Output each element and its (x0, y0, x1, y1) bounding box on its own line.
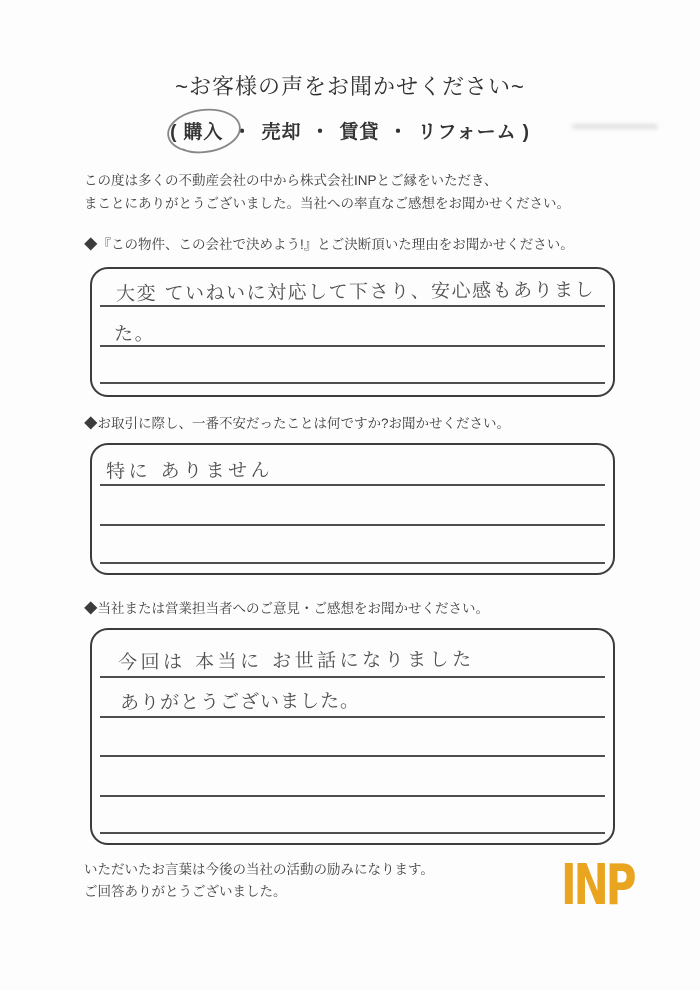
answer-box-3 (90, 628, 615, 845)
ruled-line (100, 795, 605, 797)
intro-line-1: この度は多くの不動産会社の中から株式会社INPとご縁をいただき、 (84, 173, 498, 188)
question-2-label: ◆お取引に際し、一番不安だったことは何ですか?お聞かせください。 (84, 416, 511, 431)
ruled-line (100, 562, 605, 564)
question-1-label: ◆『この物件、この会社で決めよう!』とご決断頂いた理由をお聞かせください。 (84, 237, 574, 252)
category-option-label: 売却 (261, 122, 302, 143)
category-option-purchase (183, 117, 223, 144)
answer-box-2 (90, 443, 615, 575)
footer-line-2: ご回答ありがとうございました。 (84, 884, 287, 899)
category-separator: ・ (232, 122, 253, 143)
category-line (0, 117, 700, 144)
ruled-line (100, 676, 605, 678)
category-option-label: 賃貸 (339, 122, 380, 143)
ruled-line (100, 524, 605, 526)
open-paren: ( (170, 122, 178, 143)
category-option-rent (339, 117, 379, 144)
answer-box-1 (90, 267, 615, 397)
ruled-line (100, 755, 605, 757)
footer-line-1: いただいたお言葉は今後の当社の活動の励みになります。 (84, 862, 434, 877)
category-option-label: リフォーム (417, 122, 517, 143)
handwritten-answer-1-line-2: た。 (113, 322, 156, 346)
ruled-line (100, 345, 605, 347)
page-title: ~お客様の声をお聞かせください~ (175, 74, 525, 99)
company-logo: INP (561, 853, 634, 918)
category-separator: ・ (310, 122, 331, 143)
handwritten-answer-1-line-1: 大変 ていねいに対応して下さり、安心感もありまし (115, 278, 596, 306)
category-separator: ・ (388, 122, 409, 143)
category-option-reform (418, 117, 517, 144)
intro-text (84, 169, 570, 215)
handwritten-answer-2-line-1: 特に ありません (105, 459, 274, 483)
ruled-line (100, 716, 605, 718)
close-paren: ) (522, 122, 530, 143)
handwritten-answer-3-line-2: ありがとうございました。 (119, 689, 361, 715)
category-option-label: 購入 (183, 122, 224, 143)
scan-smudge-artifact (572, 124, 658, 129)
question-3-label: ◆当社または営業担当者へのご意見・ご感想をお聞かせください。 (84, 601, 489, 616)
ruled-line (100, 382, 605, 384)
intro-line-2: まことにありがとうございました。当社への率直なご感想をお聞かせください。 (84, 196, 570, 211)
ruled-line (100, 832, 605, 834)
footer-text (84, 859, 434, 903)
ruled-line (100, 484, 605, 486)
category-option-sell (261, 117, 301, 144)
handwritten-answer-3-line-1: 今回は 本当に お世話になりました (117, 648, 475, 674)
